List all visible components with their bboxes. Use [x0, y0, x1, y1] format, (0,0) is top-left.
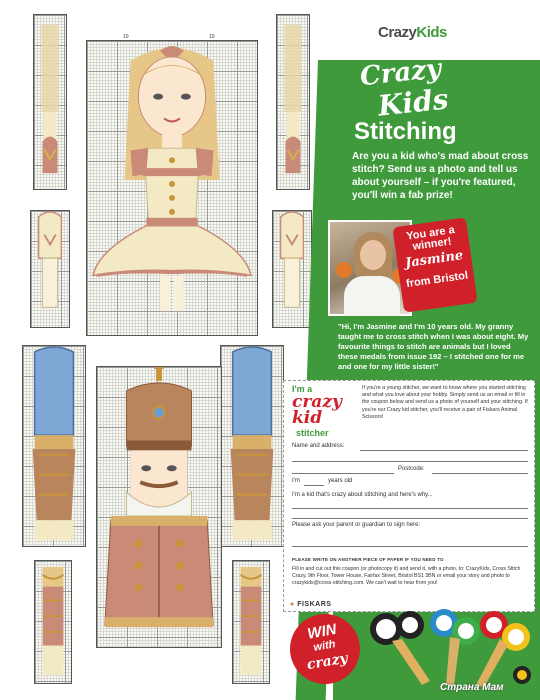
brand-kids: Kids [416, 24, 447, 41]
parent-sign-label: Please ask your parent or guardian to sign here: [292, 522, 421, 528]
crazy-about-label: I'm a kid that's crazy about stitching and here's why... [292, 492, 433, 498]
age-prefix: I'm [292, 478, 300, 484]
title-stitching: Stitching [354, 118, 457, 145]
brand-crazy: Crazy [378, 24, 417, 41]
chart-soldier-back-right [232, 560, 270, 684]
intro-text: Are you a kid who's mad about cross stitch? Send us a photo and tell us about yourself – if you're featured, you'll win a fab prize! [352, 151, 529, 201]
postal-instructions: Fill in and cut out this coupon (or photocopy it) and send it, with a photo, to: CrazyKids, Cross Stitch Crazy, 9th Floor, Tower House, Fairfax Street, Bristol BS1 3BN or email your story and photo to crazykids@cross-stitching.com. We can't wait to hear from you! [292, 566, 521, 586]
axis-number: 10 [123, 34, 129, 40]
address-line-3[interactable] [292, 473, 394, 474]
coupon-kid: kid [292, 408, 323, 428]
chart-soldier-side-left [22, 345, 86, 547]
coupon-ima: I'm a [292, 384, 313, 394]
reason-line-2[interactable] [292, 518, 528, 519]
signature-line[interactable] [292, 546, 528, 547]
chart-ballerina-back-left [30, 210, 70, 328]
address-line-2[interactable] [292, 461, 528, 462]
name-address-field[interactable] [360, 450, 528, 451]
winner-heading: You are a winner! [405, 223, 456, 253]
animal-scissors-image [362, 605, 534, 689]
age-field[interactable] [304, 485, 324, 486]
scissors-ladybird [476, 611, 531, 687]
photo-face [360, 240, 386, 270]
chart-ballerina-back-right [272, 210, 312, 328]
chart-nutcracker-front [96, 366, 222, 648]
chart-ballerina-front [86, 34, 258, 336]
winner-location: from Bristol [405, 269, 469, 291]
scissors-frog [430, 609, 480, 685]
win-word: WIN [306, 620, 338, 643]
winner-name: Jasmine [404, 248, 465, 272]
reason-line-1[interactable] [292, 508, 528, 509]
watermark: Страна Мам [440, 682, 504, 693]
winner-quote: "Hi, I'm Jasmine and I'm 10 years old. My granny taught me to cross stitch when I was about eight. My favourite things to stitch are animals but I loved these medals from issue 192 – I stitched one for me and one for my little sister!" [338, 322, 529, 371]
chart-ballerina-side-left [33, 14, 67, 190]
title-crazy: Crazy [358, 53, 443, 93]
photo-medal [336, 262, 352, 278]
coupon-stitcher: stitcher [296, 428, 329, 438]
winner-badge [392, 217, 477, 312]
brand-logo [378, 24, 447, 41]
age-suffix: years old [328, 478, 353, 484]
chart-ballerina-side-right [276, 14, 310, 190]
chart-soldier-back-left [34, 560, 72, 684]
crazy-word: crazy [305, 650, 349, 674]
fiskars-dot-icon: ● [290, 601, 295, 608]
coupon-crazy: crazy [292, 392, 342, 412]
name-address-label: Name and address: [292, 443, 345, 449]
chart-soldier-side-right [220, 345, 284, 547]
postcode-label: Postcode: [398, 466, 425, 472]
photo-shirt [344, 276, 400, 316]
axis-number: 10 [209, 34, 215, 40]
with-word: with [312, 638, 337, 654]
fiskars-text: FISKARS [297, 601, 332, 608]
title-kids: Kids [376, 82, 450, 123]
postcode-field[interactable] [432, 473, 528, 474]
scissors-panda [370, 611, 430, 685]
fiskars-logo [290, 601, 331, 608]
coupon-intro: If you're a young stitcher, we want to know where you started stitching and what you love about your hobby. Simply send us an email or fill in the coupon below and send us a photo of yourself and your stitching. If you're our Crazy kid stitcher, you'll receive a pair of Fiskars Animal Scissors! [362, 385, 528, 420]
photocopy-note: PLEASE WRITE ON ANOTHER PIECE OF PAPER IF YOU NEED TO [292, 557, 444, 562]
